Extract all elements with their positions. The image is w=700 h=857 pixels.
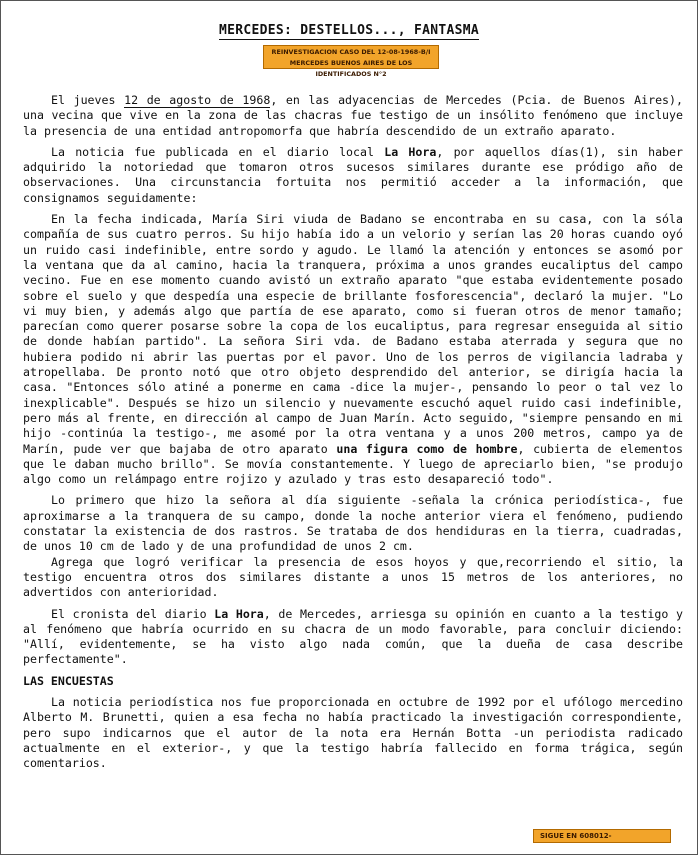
p3-after: , cubierta de elementos que le daban mucho brillo". Se movía constantemente. Y luego de apreciarlo bien, "se produjo algo como un relámpago entre rojizo y azulado y tras esto desapareció todo". <box>23 441 683 487</box>
stamp-line-1: REINVESTIGACION CASO DEL 12-08-1968-B/I <box>271 48 431 56</box>
section-heading: LAS ENCUESTAS <box>23 673 114 688</box>
continues-stamp: SIGUE EN 608012- <box>533 829 671 843</box>
p6-after: , de Mercedes, arriesga su opinión en cuanto a la testigo y al fenómeno que habría ocurrido en su chacra de un modo favorable, para concluir diciendo: "Allí, evidentemente, se ha visto algo nada común, que la dueña de casa describe perfectamente". <box>23 606 683 667</box>
stamp-line-2: MERCEDES BUENOS AIRES DE LOS IDENTIFICADOS N°2 <box>289 59 413 78</box>
p1-after: , en las adyacencias de Mercedes (Pcia. de Buenos Aires), una vecina que vive en la zona de las chacras fue testigo de un insólito fenómeno que incluye la presencia de una entidad antropomorfa que habría descendido de un extraño aparato. <box>23 93 683 138</box>
p2-newspaper: La Hora <box>384 144 437 159</box>
case-stamp <box>263 45 439 78</box>
p3-figure: una figura como de hombre <box>336 441 518 456</box>
p6-before: El cronista del diario <box>51 606 215 621</box>
paragraph-3 <box>23 212 683 487</box>
p1-before: El jueves <box>51 93 125 107</box>
paragraph-7: La noticia periodística nos fue proporcionada en octubre de 1992 por el ufólogo mercedino Alberto M. Brunetti, quien a esa fecha no había practicado la investigación correspondiente, pero supo indicarnos que el autor de la nota era Hernán Botta -un periodista radicado actualmente en el exterior-, y que la testigo habría fallecido en forma trágica, según comentarios. <box>23 694 683 771</box>
p2-after: , por aquellos días(1), sin haber adquirido la notoriedad que tomaron otros sucesos similares durante ese pródigo año de observaciones. Una circunstancia fortuita nos permitió acceder a la información, que consignamos seguidamente: <box>23 144 683 205</box>
document-title <box>1 23 697 38</box>
paragraph-2 <box>23 145 683 206</box>
article-body <box>23 93 683 777</box>
p3-before: En la fecha indicada, María Siri viuda de Badano se encontraba en su casa, con la sóla compañía de sus cuatro perros. Su hijo había ido a un velorio y serían las 20 horas cuando oyó un ruido casi indefinible, entre sordo y agudo. Le llamó la atención y entonces se asomó por la ventana que da al camino, hacia la tranquera, próxima a unos grandes eucaliptus del campo vecino. Fue en ese momento cuando avistó un extraño aparato "que estaba evidentemente posado sobre el suelo y que despedía una especie de brillante fosforescencia", declaró la mujer. "Lo vi muy bien, y además algo que partía de ese aparato, como si fueran otros de menor tamaño; parecían como querer posarse sobre la copa de los eucaliptus, para regresar enseguida al sitio de donde habían partido". La señora Siri vda. de Badano estaba aterrada y segura que no hubiera podido ni abrir las puertas por el pavor. Uno de los perros de vigilancia ladraba y atropellaba. De pronto notó que otro objeto desprendido del anterior, se dirigía hacia la casa. "Entonces sólo atiné a ponerme en cama -dice la mujer-, pensando lo peor o tal vez lo inexplicable". Después se hizo un silencio y nuevamente escuchó aquel ruido casi indefinible, pero más al frente, en dirección al campo de Juan Marín. Acto seguido, "siempre pensando en mi hijo -continúa la testigo-, me asomé por la otra ventana y a unos 200 metros, campo ya de Marín, pude ver que bajaba de otro aparato <box>23 212 683 456</box>
p1-date: 12 de agosto de 1968 <box>124 93 271 107</box>
paragraph-4: Lo primero que hizo la señora al día siguiente -señala la crónica periodística-, fue aproximarse a la tranquera de su campo, donde la noche anterior viera el fenómeno, pudiendo constatar la existencia de dos rastros. Se trataba de dos hendiduras en la tierra, cuadradas, de unos 10 cm de lado y de una profundidad de unos 2 cm. <box>23 493 683 554</box>
title-text: MERCEDES: DESTELLOS..., FANTASMA <box>218 23 480 38</box>
paragraph-5: Agrega que logró verificar la presencia de esos hoyos y que,recorriendo el sitio, la testigo encuentra otros dos similares distante a unos 15 metros de los anteriores, no advertidos con anterioridad. <box>23 554 683 600</box>
p2-before: La noticia fue publicada en el diario local <box>51 144 385 159</box>
paragraph-6 <box>23 607 683 668</box>
p6-newspaper: La Hora <box>214 606 264 621</box>
paragraph-1 <box>23 93 683 139</box>
